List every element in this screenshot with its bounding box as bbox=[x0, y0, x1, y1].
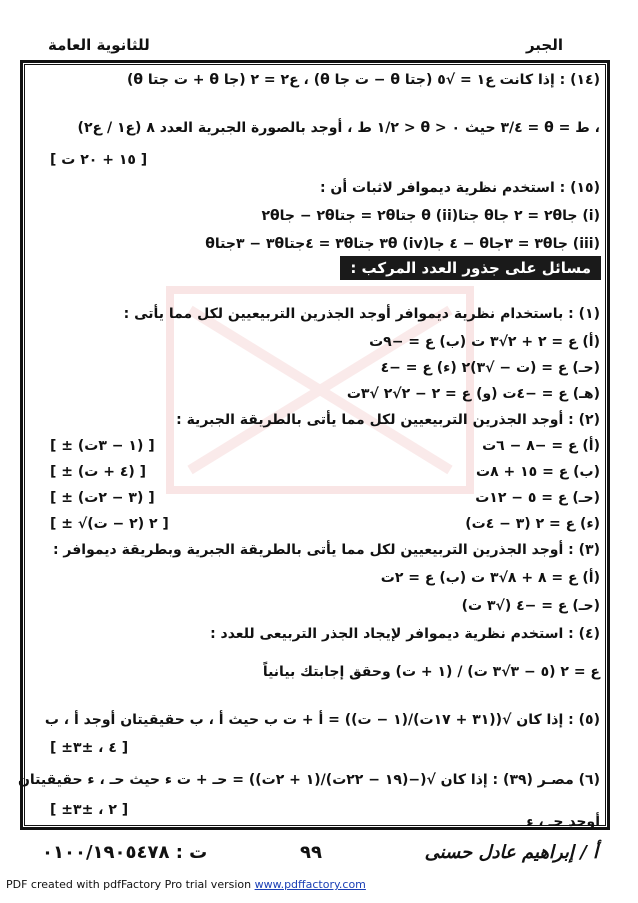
exercise-line: أوجد حـ ، ء bbox=[526, 814, 600, 830]
exercise-line: (١) : باستخدام نظرية ديموافر أوجد الجذرين التربيعيين لكل مما يأتى : bbox=[123, 306, 600, 322]
exercise-line: (١٥) : استخدم نظرية ديموافر لاثبات أن : bbox=[319, 180, 600, 196]
exercise-line: (٢) : أوجد الجذرين التربيعيين لكل مما يأتى بالطريقة الجبرية : bbox=[176, 412, 600, 428]
exercise-line: (٥) : إذا كان √((٣١ + ١٧ت)/(١ − ت)) = أ + ت ب حيث أ ، ب حقيقيتان أوجد أ ، ب bbox=[44, 712, 600, 728]
author-name: أ / إبراهيم عادل حسنى bbox=[424, 842, 598, 863]
answer-line: [ ±٤ ، ±٣ ] bbox=[50, 740, 129, 756]
answer-line: [ ± (٣ − ٢ت) ] bbox=[50, 490, 155, 506]
pdf-credit-text: PDF created with pdfFactory Pro trial version bbox=[6, 878, 255, 891]
exercise-line: (iii) جا٣θ = ٣جاθ − ٤ جا٣θ (iv) جتا٣θ = ٤جتا٣θ − ٣جتاθ bbox=[205, 236, 600, 252]
exercise-line: (ء) ع = ٢ (٣ − ٤ت) bbox=[465, 516, 600, 532]
pdf-credit-link[interactable]: www.pdffactory.com bbox=[254, 878, 366, 891]
exercise-line: ع = ٢ (٥ − ٣√٣ ت) / (١ + ت) وحقق إجابتك بيانياً bbox=[262, 664, 600, 680]
answer-line: [ ± √٢ (٢ − ت) ] bbox=[50, 516, 169, 532]
answer-line: [ ± (٤ + ت) ] bbox=[50, 464, 147, 480]
exercise-line: (هـ) ع = −٤ت (و) ع = ٢ − ٢√٢ √٣ت bbox=[346, 386, 600, 402]
exercise-line: (١٤) : إذا كانت ع١ = √٥ (جتا θ − ت جا θ) ، ع٢ = ٢ (جا θ + ت جتا θ) bbox=[127, 72, 600, 88]
exercise-line: (٦) مصـر (٣٩) : إذا كان √(−(١٩ − ٢٢ت)/(١ + ٢ت)) = حـ + ت ء حيث حـ ، ء حقيقيتان bbox=[17, 772, 600, 788]
exercise-line: (أ) ع = −٨ − ٦ت bbox=[482, 438, 600, 454]
header-subject: الجبر bbox=[525, 36, 563, 54]
exercise-line: (٤) : استخدم نظرية ديموافر لإيجاد الجذر التربيعى للعدد : bbox=[210, 626, 600, 642]
section-banner: مسائل على جذور العدد المركب : bbox=[340, 256, 601, 280]
exercise-line: (حـ) ع = ٥ − ١٢ت bbox=[475, 490, 600, 506]
exercise-line: (حـ) ع = (ت − √٣)٢ (ء) ع = −٤ bbox=[380, 360, 600, 376]
exercise-line: (حـ) ع = −٤ (√٣ ت) bbox=[461, 598, 600, 614]
exercise-line: (ب) ع = ١٥ + ٨ت bbox=[476, 464, 600, 480]
answer-line: [ ± (١ − ٣ت) ] bbox=[50, 438, 155, 454]
exercise-line: ، ط = θ = ٣/٤ حيث ٠ < θ < ١/٢ ط ، أوجد بالصورة الجبرية العدد ٨ (ع١ / ع٢) bbox=[77, 120, 600, 136]
phone-number: ت : ٠١٠٠/١٩٠٥٤٧٨ bbox=[42, 842, 208, 863]
page-number: ٩٩ bbox=[300, 842, 322, 863]
exercise-line: (أ) ع = ٨ + ٨√٣ ت (ب) ع = ٢ت bbox=[380, 570, 600, 586]
exercise-line: (أ) ع = ٢ + ٢√٣ ت (ب) ع = −٩ت bbox=[369, 334, 600, 350]
answer-line: [ ١٥ + ٢٠ ت ] bbox=[50, 152, 148, 168]
answer-line: [ ±٢ ، ±٣ ] bbox=[50, 802, 129, 818]
pdf-credit bbox=[6, 878, 366, 891]
exercise-line: (٣) : أوجد الجذرين التربيعيين لكل مما يأتى بالطريقة الجبرية وبطريقة ديموافر : bbox=[52, 542, 600, 558]
header-level: للثانوية العامة bbox=[48, 36, 150, 54]
exercise-line: (i) جا٢θ = ٢ جاθ جتاθ (ii) جتا٢θ = جتا٢θ − جا٢θ bbox=[261, 208, 600, 224]
